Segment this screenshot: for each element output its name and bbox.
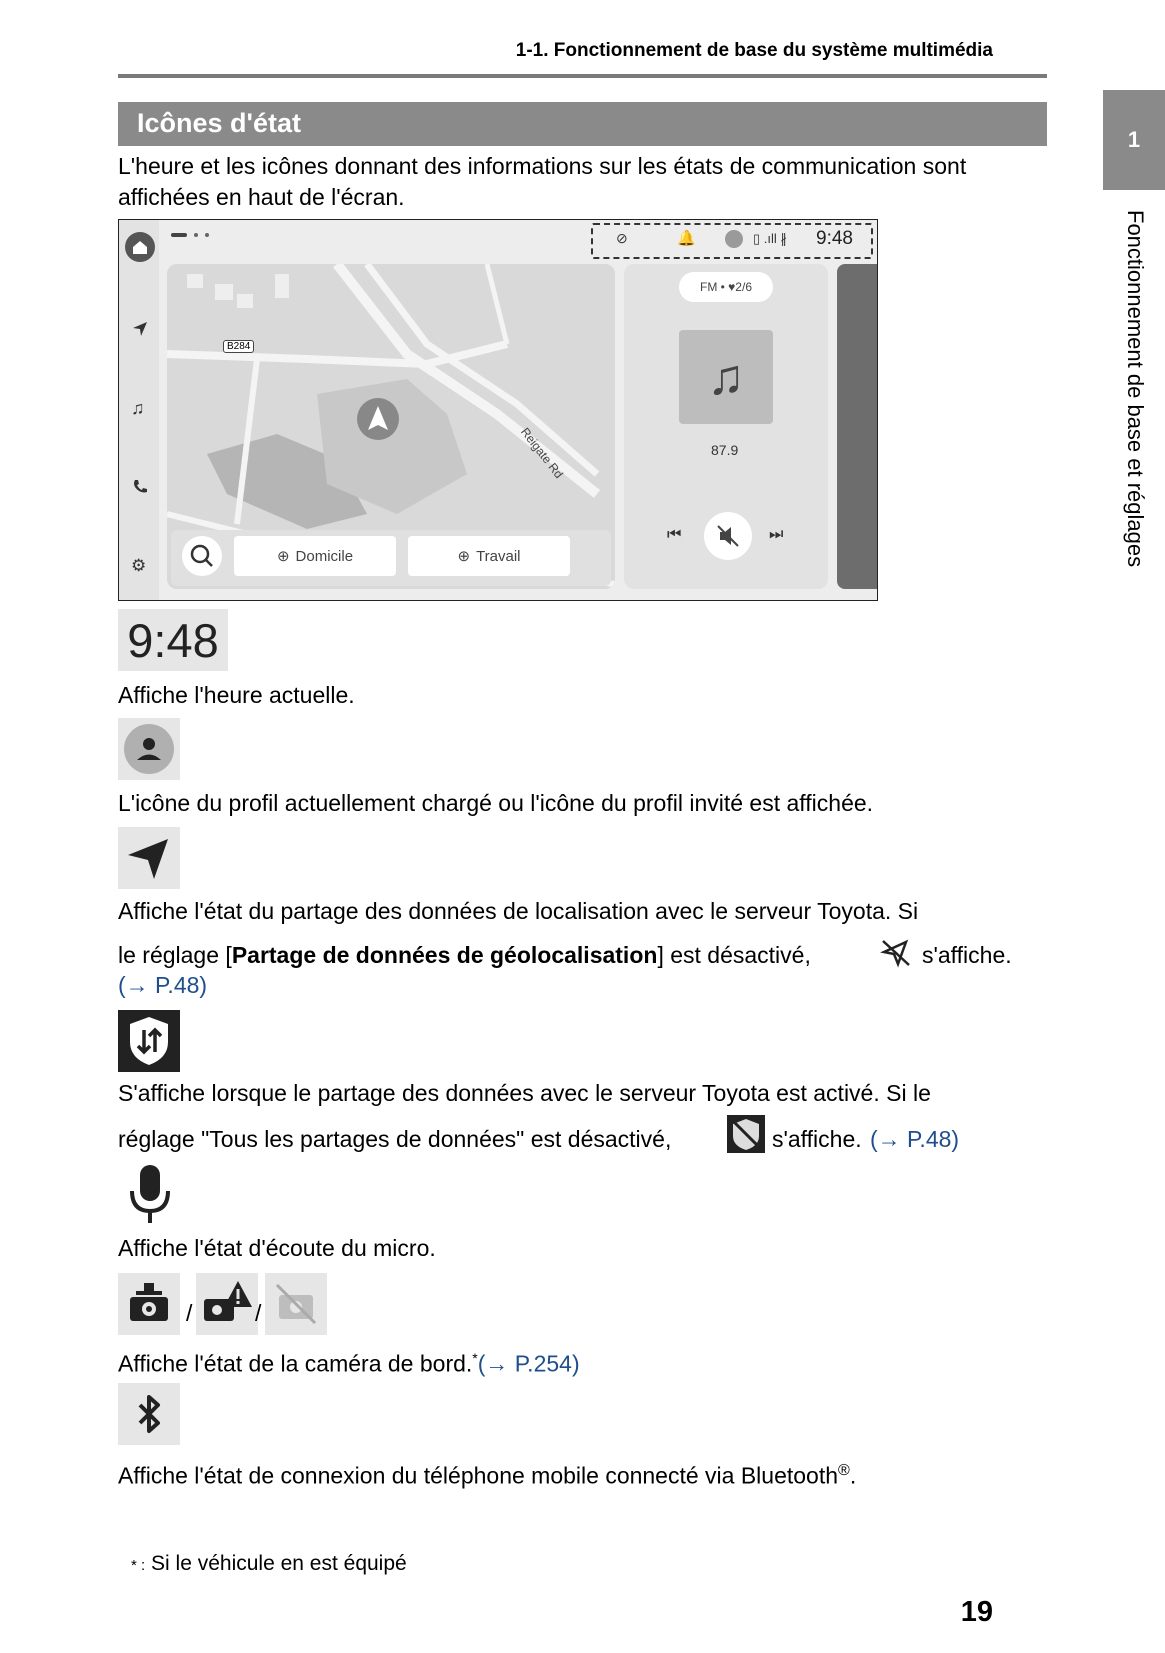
mic-off-status-icon: ⊘ [616,230,628,246]
location-description-line2 [118,940,811,971]
icon-separator: / [255,1300,262,1326]
next-track-icon[interactable]: ⏭ [769,526,784,543]
location-page-link[interactable]: (→ P.48) [118,972,208,998]
dashcam-icon [118,1273,180,1335]
work-destination-button[interactable] [408,536,570,576]
page-number: 19 [960,1596,993,1628]
profile-status-icon [725,230,743,248]
bluetooth-icon [118,1383,180,1445]
dashcam-off-icon [265,1273,327,1335]
dashcam-footnote-marker: * [472,1350,478,1366]
location-desc-post: ] est désactivé, [657,942,811,968]
phone-icon[interactable] [131,478,149,501]
chapter-side-title-text: Fonctionnement de base et réglages [1123,210,1148,568]
music-nav-icon[interactable]: ♫ [131,398,145,418]
bluetooth-desc-end: . [849,1462,857,1489]
signal-bluetooth-icons: ▯ .ıll ∦ [753,231,787,246]
bluetooth-description-line [118,1455,856,1492]
vehicle-position-icon [357,398,399,440]
edge-panel [837,264,877,589]
location-desc-end: s'affiche. [922,942,1012,968]
dashcam-description: Affiche l'état de la caméra de bord. [118,1350,473,1377]
data-sharing-description-line1: S'affiche lorsque le partage des données avec le serveur Toyota est activé. Si le [118,1080,931,1106]
previous-track-icon[interactable]: ⏮ [667,526,682,543]
page-indicator [171,233,187,237]
radio-source-text: FM • ♥2/6 [699,280,752,294]
work-destination-label: Travail [476,547,521,565]
profile-icon [118,718,180,780]
microphone-icon [122,1163,178,1227]
location-desc-pre: le réglage [ [118,942,232,968]
footnote-mark: * : [131,1557,146,1574]
registered-mark: ® [838,1462,850,1479]
mute-icon[interactable] [704,512,752,560]
navigation-icon[interactable] [131,320,149,343]
home-destination-label: Domicile [295,547,354,565]
clock-status-icon: 9:48 [118,609,228,671]
dashcam-description-line [118,1343,580,1380]
status-clock: 9:48 [816,228,853,249]
data-sharing-off-icon [727,1115,765,1153]
microphone-description: Affiche l'état d'écoute du micro. [118,1235,436,1261]
dashcam-warning-icon [196,1273,258,1335]
intro-text: L'heure et les icônes donnant des informations sur les états de communication sont affichées en haut de l'écran. [118,153,967,210]
running-header: 1-1. Fonctionnement de base du système multimédia [515,40,993,61]
icon-separator: / [186,1300,193,1326]
location-off-icon [880,938,912,973]
chapter-side-title [1103,210,1165,610]
home-destination-button[interactable] [234,536,396,576]
data-sharing-desc-end: s'affiche. [772,1126,862,1152]
clock-description: Affiche l'heure actuelle. [118,682,355,708]
search-icon[interactable] [182,536,222,576]
bell-icon: 🔔 [677,230,696,247]
data-sharing-shield-icon [118,1010,180,1072]
bluetooth-description: Affiche l'état de connexion du téléphone mobile connecté via Bluetooth [118,1462,839,1489]
section-title: Icônes d'état [137,108,301,138]
header-rule [118,74,1047,78]
location-description-line1: Affiche l'état du partage des données de localisation avec le serveur Toyota. Si [118,898,919,924]
road-badge: B284 [223,340,254,353]
plus-circle-icon: ⊕ [276,548,290,565]
footnote [131,1552,407,1576]
page-dot [194,233,198,237]
page-dot [205,233,209,237]
location-sharing-icon [118,827,180,889]
plus-circle-icon: ⊕ [457,548,471,565]
street-label: Reigate Rd [517,425,566,481]
radio-source-chip[interactable] [679,272,773,302]
settings-gear-icon[interactable]: ⚙ [131,556,147,575]
geolocation-setting-name: Partage de données de géolocalisation [231,942,658,968]
frequency: 87.9 [711,442,739,458]
album-art-music-icon: ♫ [679,330,773,424]
data-sharing-description-line2: réglage "Tous les partages de données" est désactivé, [118,1126,672,1152]
profile-description: L'icône du profil actuellement chargé ou l'icône du profil invité est affichée. [118,790,874,816]
footnote-text: Si le véhicule en est équipé [151,1552,407,1575]
dashcam-page-link[interactable]: (→ P.254) [477,1350,580,1377]
multimedia-screen [118,219,878,601]
chapter-tab: 1 [1103,90,1165,190]
data-sharing-page-link[interactable]: (→ P.48) [870,1126,960,1152]
home-icon[interactable] [125,232,155,262]
